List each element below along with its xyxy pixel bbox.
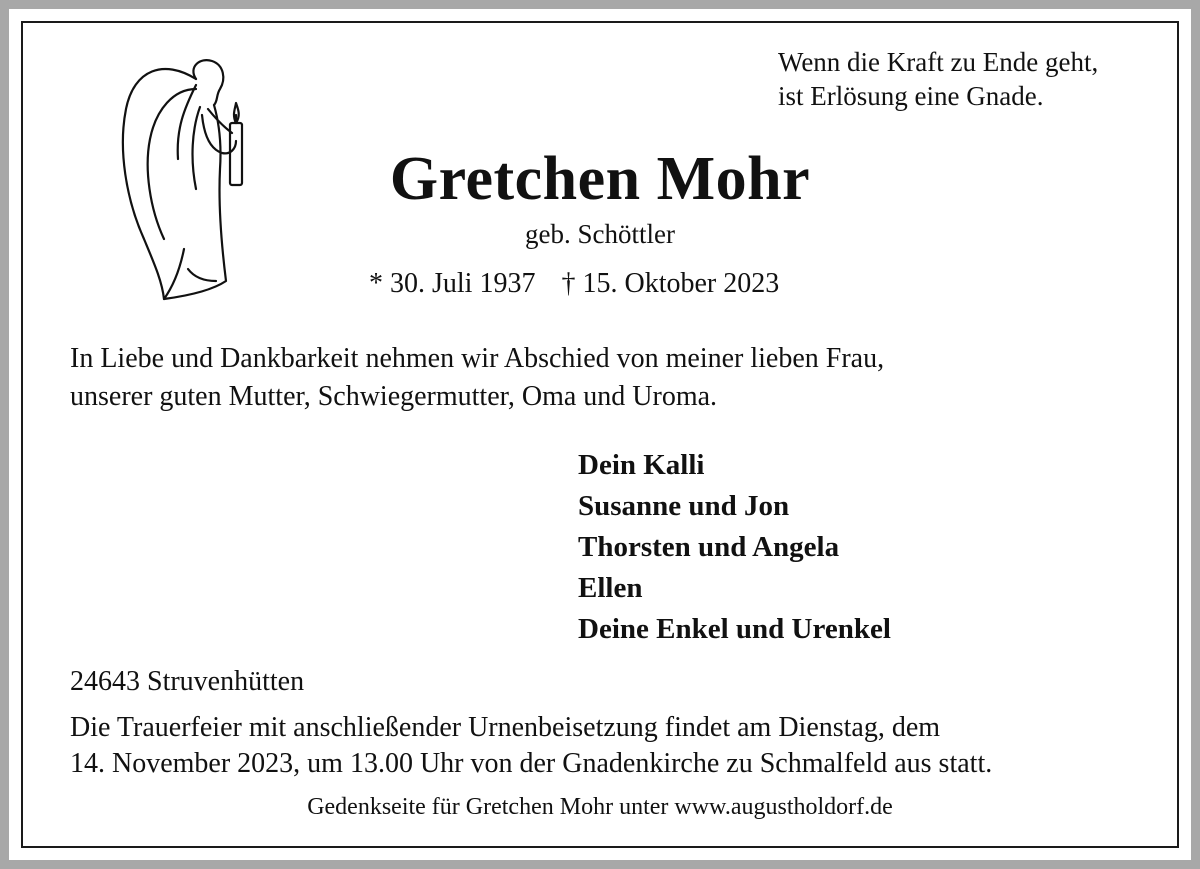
mourners-list bbox=[578, 445, 891, 650]
birth-date: * 30. Juli 1937 bbox=[369, 268, 536, 299]
obituary-notice bbox=[9, 9, 1191, 860]
funeral-service-info bbox=[70, 710, 992, 782]
mourner-name: Thorsten und Angela bbox=[578, 531, 840, 563]
deceased-name: Gretchen Mohr bbox=[389, 145, 811, 213]
motto-line-1: Wenn die Kraft zu Ende geht, bbox=[778, 47, 1099, 77]
mourner-name: Ellen bbox=[578, 572, 643, 604]
farewell-line-2: unserer guten Mutter, Schwiegermutter, Oma und Uroma. bbox=[70, 381, 718, 412]
service-line-1: Die Trauerfeier mit anschließender Urnenbeisetzung findet am Dienstag, dem bbox=[70, 712, 941, 743]
place: 24643 Struvenhütten bbox=[70, 666, 305, 697]
farewell-text bbox=[70, 340, 884, 416]
service-line-2: 14. November 2023, um 13.00 Uhr von der Gnadenkirche zu Schmalfeld aus statt. bbox=[70, 748, 993, 779]
maiden-name: geb. Schöttler bbox=[525, 219, 675, 249]
motto-quote bbox=[778, 45, 1098, 113]
mourner-name: Dein Kalli bbox=[578, 449, 705, 481]
death-date: † 15. Oktober 2023 bbox=[561, 268, 780, 299]
farewell-line-1: In Liebe und Dankbarkeit nehmen wir Abschied von meiner lieben Frau, bbox=[70, 343, 885, 374]
motto-line-2: ist Erlösung eine Gnade. bbox=[778, 81, 1044, 111]
mourner-name: Deine Enkel und Urenkel bbox=[578, 613, 891, 645]
memorial-page-link: Gedenkseite für Gretchen Mohr unter www.augustholdorf.de bbox=[307, 794, 893, 820]
life-dates bbox=[369, 268, 779, 300]
mourner-name: Susanne und Jon bbox=[578, 490, 790, 522]
